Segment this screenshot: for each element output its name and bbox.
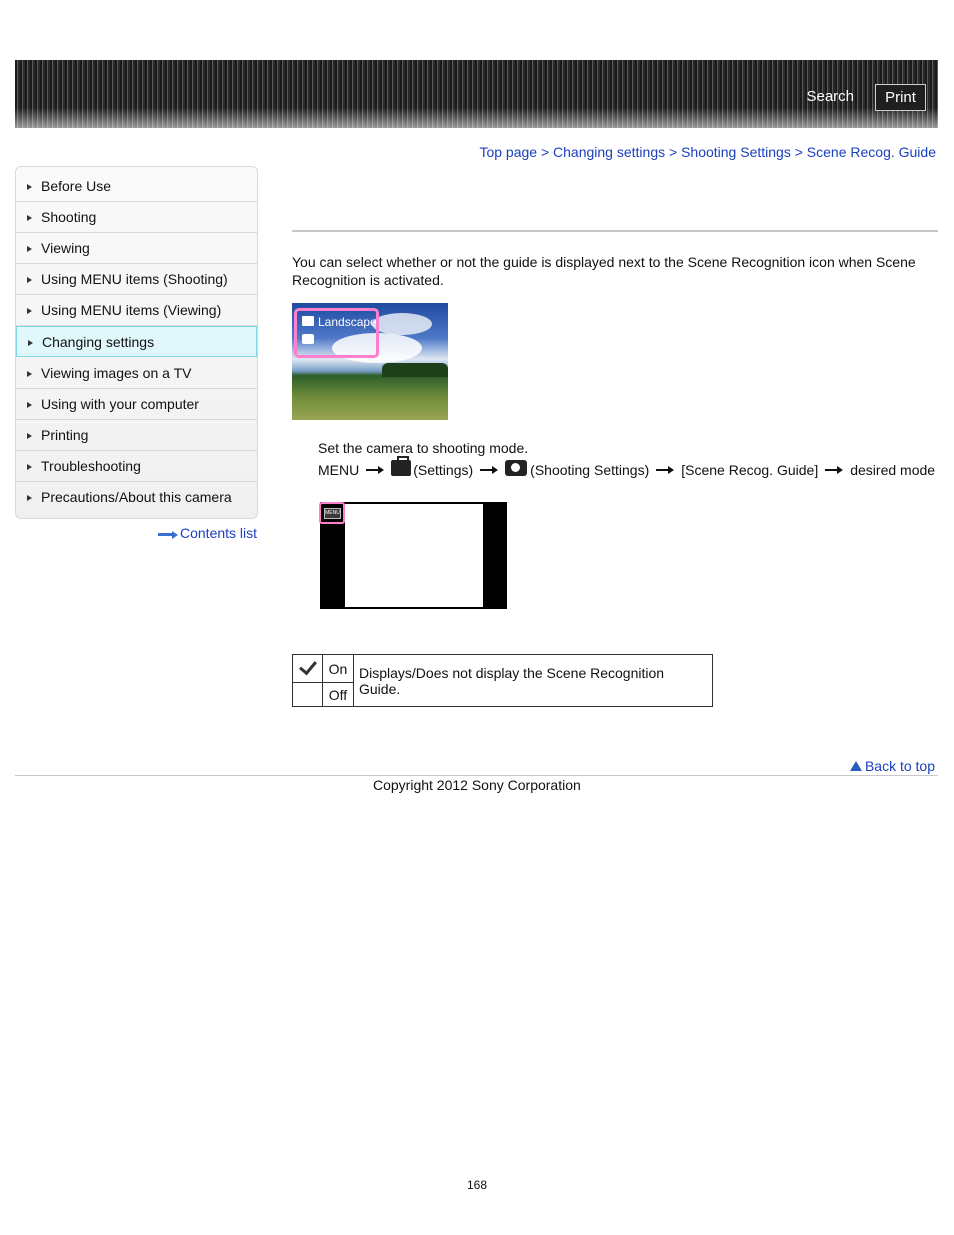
title-divider: [292, 230, 938, 232]
sidebar-item-precautions[interactable]: [16, 482, 257, 513]
breadcrumb: [479, 144, 936, 160]
triangle-right-icon: [27, 495, 32, 501]
sidebar-item-viewing[interactable]: [16, 233, 257, 264]
sidebar-item-menu-viewing[interactable]: [16, 295, 257, 326]
triangle-right-icon: [27, 402, 32, 408]
default-marker-cell: [293, 683, 323, 707]
contents-list-link[interactable]: [158, 525, 257, 541]
page-number: 168: [466, 1178, 488, 1192]
triangle-right-icon: [27, 246, 32, 252]
breadcrumb-changing-settings[interactable]: Changing settings: [553, 144, 666, 160]
sidebar-nav: [15, 166, 258, 519]
triangle-right-icon: [27, 433, 32, 439]
menu-path-menu: MENU: [318, 462, 360, 478]
sidebar-item-printing[interactable]: [16, 420, 257, 451]
default-marker-cell: [293, 655, 323, 683]
triangle-right-icon: [27, 184, 32, 190]
triangle-right-icon: [27, 308, 32, 314]
header-bar: [15, 60, 938, 128]
back-to-top-label: Back to top: [864, 758, 935, 774]
sidebar-item-label: Viewing: [41, 240, 90, 256]
option-description: Displays/Does not display the Scene Recognition Guide.: [354, 655, 713, 707]
footer-divider: [15, 775, 938, 776]
scene-guide-label: Landscape: [318, 315, 377, 329]
menu-path: [318, 462, 935, 478]
check-icon: [298, 657, 318, 677]
breadcrumb-separator: >: [794, 144, 803, 160]
sidebar-item-before-use[interactable]: [16, 171, 257, 202]
menu-button-highlight: [319, 502, 345, 524]
triangle-right-icon: [27, 215, 32, 221]
breadcrumb-separator: >: [669, 144, 678, 160]
sidebar-item-label: Before Use: [41, 178, 112, 194]
arrow-right-icon: [366, 465, 384, 475]
toolbox-icon: [391, 460, 411, 476]
sidebar-item-using-computer[interactable]: [16, 389, 257, 420]
menu-path-end: desired mode: [850, 462, 936, 478]
cloud-shape: [372, 313, 432, 335]
sidebar-item-label: Troubleshooting: [41, 458, 141, 474]
landscape-icon: [302, 316, 314, 326]
menu-path-shooting-settings: (Shooting Settings): [530, 462, 650, 478]
back-to-top-link[interactable]: [850, 758, 935, 774]
camera-settings-icon: [505, 460, 527, 476]
sidebar-item-label: Printing: [41, 427, 89, 443]
breadcrumb-separator: >: [540, 144, 550, 160]
sidebar-item-label: Changing settings: [42, 334, 155, 350]
search-link[interactable]: Search: [806, 88, 854, 105]
screen-area: [345, 504, 483, 607]
camera-icon: [302, 334, 314, 344]
breadcrumb-scene-recog-guide[interactable]: Scene Recog. Guide: [806, 144, 936, 160]
menu-button-label: MENU: [324, 508, 341, 519]
arrow-right-icon: [825, 465, 843, 475]
arrow-right-icon: [158, 531, 178, 537]
triangle-right-icon: [27, 277, 32, 283]
tree-line-shape: [382, 363, 448, 377]
sidebar-item-troubleshooting[interactable]: [16, 451, 257, 482]
sidebar-item-label: Precautions/About this camera: [41, 489, 232, 505]
sidebar-item-shooting[interactable]: [16, 202, 257, 233]
sidebar-item-label: Using with your computer: [41, 396, 199, 412]
breadcrumb-shooting-settings[interactable]: Shooting Settings: [681, 144, 791, 160]
triangle-right-icon: [27, 464, 32, 470]
triangle-up-icon: [850, 761, 862, 771]
menu-path-settings: (Settings): [413, 462, 474, 478]
print-button[interactable]: Print: [875, 84, 926, 111]
table-row: [293, 655, 713, 683]
contents-list-label: Contents list: [180, 525, 258, 541]
camera-screen-diagram: [320, 502, 507, 609]
breadcrumb-top-page[interactable]: Top page: [479, 144, 538, 160]
option-on: On: [323, 655, 354, 683]
sidebar-item-label: Using MENU items (Shooting): [41, 271, 228, 287]
sidebar-item-changing-settings[interactable]: [16, 326, 257, 357]
sidebar-item-label: Viewing images on a TV: [41, 365, 192, 381]
sidebar-item-label: Using MENU items (Viewing): [41, 302, 222, 318]
sidebar-item-label: Shooting: [41, 209, 97, 225]
scene-recognition-photo: [292, 303, 448, 420]
step-instruction: Set the camera to shooting mode.: [318, 440, 529, 456]
copyright-text: Copyright 2012 Sony Corporation: [373, 777, 581, 793]
options-table: [292, 654, 713, 707]
triangle-right-icon: [27, 371, 32, 377]
sidebar-item-viewing-on-tv[interactable]: [16, 358, 257, 389]
sidebar-item-menu-shooting[interactable]: [16, 264, 257, 295]
menu-path-item: [Scene Recog. Guide]: [681, 462, 819, 478]
option-off: Off: [323, 683, 354, 707]
arrow-right-icon: [656, 465, 674, 475]
triangle-right-icon: [28, 340, 33, 346]
arrow-right-icon: [480, 465, 498, 475]
intro-text: You can select whether or not the guide is displayed next to the Scene Recognition icon when Scene Recognition is activated.: [292, 254, 916, 288]
